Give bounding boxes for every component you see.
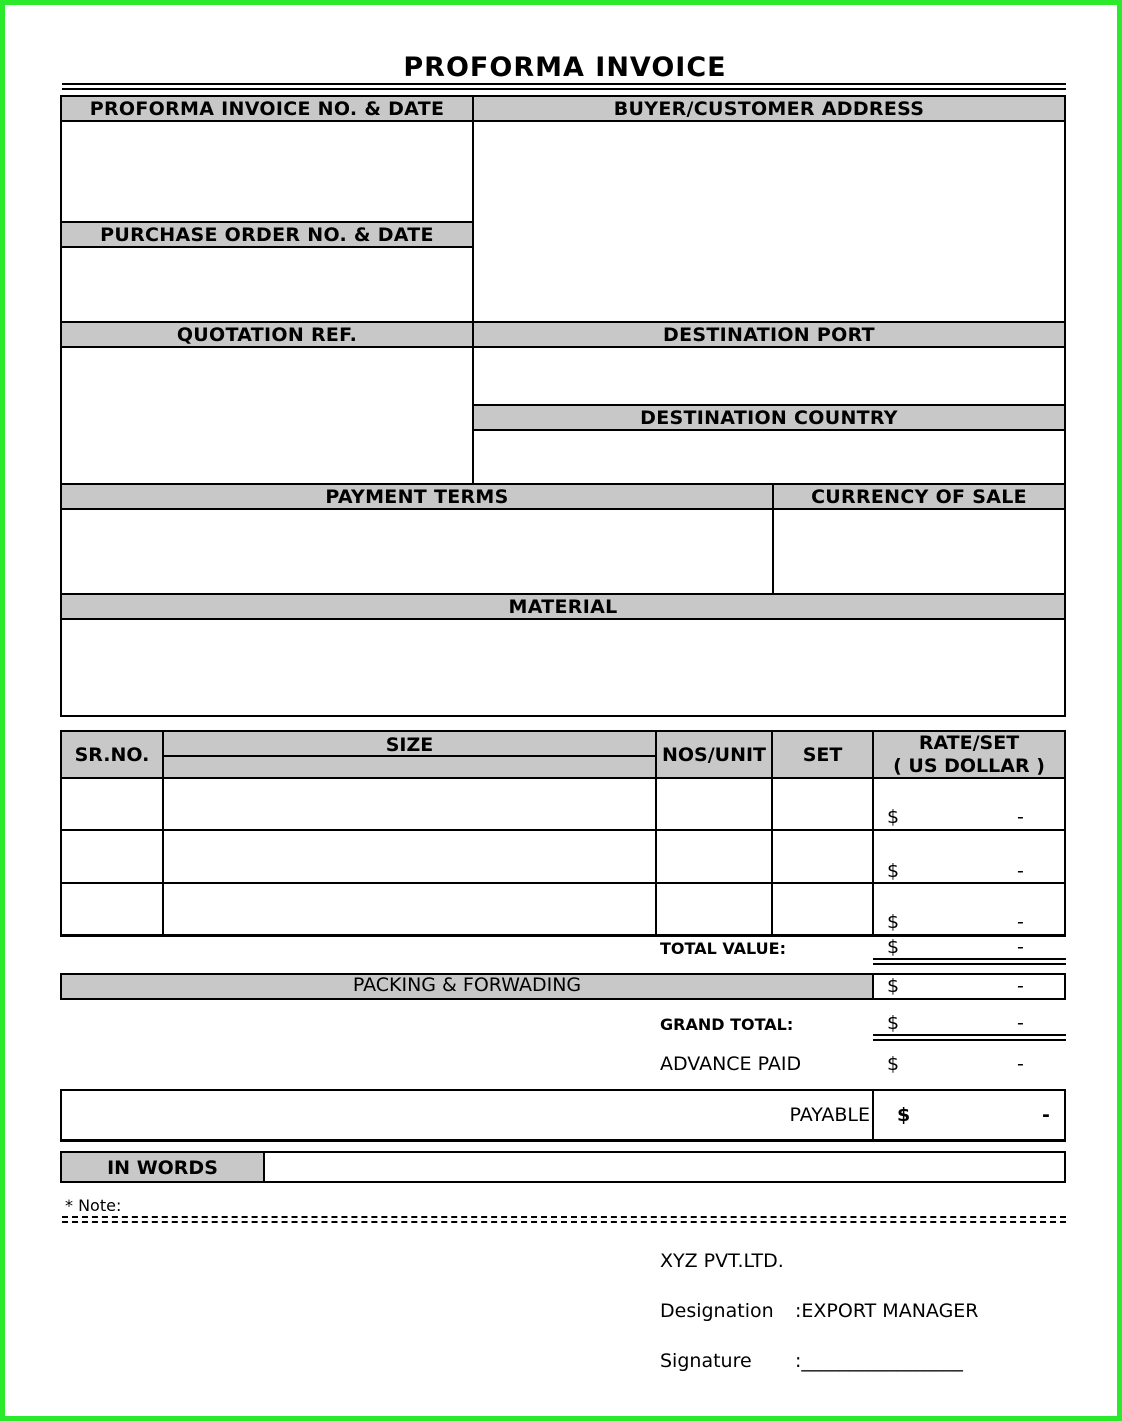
advance-paid-currency: $ bbox=[887, 1053, 900, 1075]
destination-port-header: DESTINATION PORT bbox=[472, 321, 1066, 348]
row-1-amount: - bbox=[1017, 806, 1024, 828]
designation-label: Designation bbox=[660, 1300, 774, 1322]
col-header-set: SET bbox=[802, 744, 843, 766]
payable-divider bbox=[872, 1089, 874, 1141]
grand-total-rule-2 bbox=[873, 1039, 1066, 1041]
advance-paid-label: ADVANCE PAID bbox=[660, 1053, 802, 1075]
total-value-amount: - bbox=[1017, 936, 1024, 958]
material-header: MATERIAL bbox=[60, 593, 1066, 620]
payable-amount: - bbox=[1042, 1104, 1050, 1126]
total-value-rule-2 bbox=[873, 963, 1066, 965]
col-header-rate-currency: ( US DOLLAR ) bbox=[893, 755, 1045, 777]
signature-label: Signature bbox=[660, 1350, 752, 1372]
title-rule-top bbox=[62, 83, 1066, 85]
in-words-divider bbox=[263, 1151, 265, 1183]
row-2-currency: $ bbox=[887, 860, 900, 882]
packing-forwarding-label: PACKING & FORWADING bbox=[352, 974, 582, 996]
grand-total-label: GRAND TOTAL: bbox=[660, 1015, 794, 1034]
table-bottom-rule bbox=[60, 934, 1066, 937]
advance-paid-amount: - bbox=[1017, 1053, 1024, 1075]
packing-divider bbox=[872, 973, 874, 1000]
payable-label: PAYABLE bbox=[789, 1104, 870, 1126]
in-words-field[interactable] bbox=[266, 1153, 1064, 1181]
col-header-sr-no: SR.NO. bbox=[74, 744, 150, 766]
buyer-address-box[interactable] bbox=[472, 95, 1066, 323]
col-divider-1 bbox=[162, 730, 164, 937]
row-1-currency: $ bbox=[887, 806, 900, 828]
in-words-label: IN WORDS bbox=[107, 1157, 218, 1179]
note-label: * Note: bbox=[65, 1196, 122, 1215]
grand-total-rule-1 bbox=[873, 1034, 1066, 1036]
total-value-currency: $ bbox=[887, 936, 900, 958]
total-value-label: TOTAL VALUE: bbox=[660, 939, 786, 958]
quotation-ref-header: QUOTATION REF. bbox=[60, 321, 474, 348]
packing-amount: - bbox=[1017, 975, 1024, 997]
col-header-size: SIZE bbox=[385, 734, 434, 756]
note-rule-2 bbox=[62, 1221, 1066, 1223]
invoice-no-date-header: PROFORMA INVOICE NO. & DATE bbox=[60, 95, 474, 122]
signature-line[interactable]: :_________________ bbox=[795, 1350, 963, 1372]
destination-country-header: DESTINATION COUNTRY bbox=[472, 404, 1066, 431]
row-2-amount: - bbox=[1017, 860, 1024, 882]
purchase-order-header: PURCHASE ORDER NO. & DATE bbox=[60, 221, 474, 248]
designation-value: :EXPORT MANAGER bbox=[795, 1300, 979, 1322]
grand-total-amount: - bbox=[1017, 1012, 1024, 1034]
row-3-amount: - bbox=[1017, 911, 1024, 933]
packing-currency: $ bbox=[887, 975, 900, 997]
grand-total-currency: $ bbox=[887, 1012, 900, 1034]
currency-of-sale-header: CURRENCY OF SALE bbox=[772, 483, 1066, 510]
payable-row bbox=[60, 1089, 1066, 1142]
items-header-bottom-rule bbox=[60, 777, 1066, 779]
total-value-rule-1 bbox=[873, 958, 1066, 960]
title-rule-bottom bbox=[62, 88, 1066, 90]
buyer-address-header: BUYER/CUSTOMER ADDRESS bbox=[472, 95, 1066, 122]
payable-currency: $ bbox=[897, 1104, 911, 1126]
table-row-divider-2 bbox=[60, 882, 1066, 884]
company-name: XYZ PVT.LTD. bbox=[660, 1250, 784, 1272]
payment-terms-header: PAYMENT TERMS bbox=[60, 483, 774, 510]
row-3-currency: $ bbox=[887, 911, 900, 933]
col-header-nos-unit: NOS/UNIT bbox=[661, 744, 767, 766]
col-header-rate: RATE/SET bbox=[918, 732, 1020, 754]
note-rule-1 bbox=[62, 1216, 1066, 1218]
table-row-divider-1 bbox=[60, 829, 1066, 831]
page-title: PROFORMA INVOICE bbox=[403, 52, 727, 83]
